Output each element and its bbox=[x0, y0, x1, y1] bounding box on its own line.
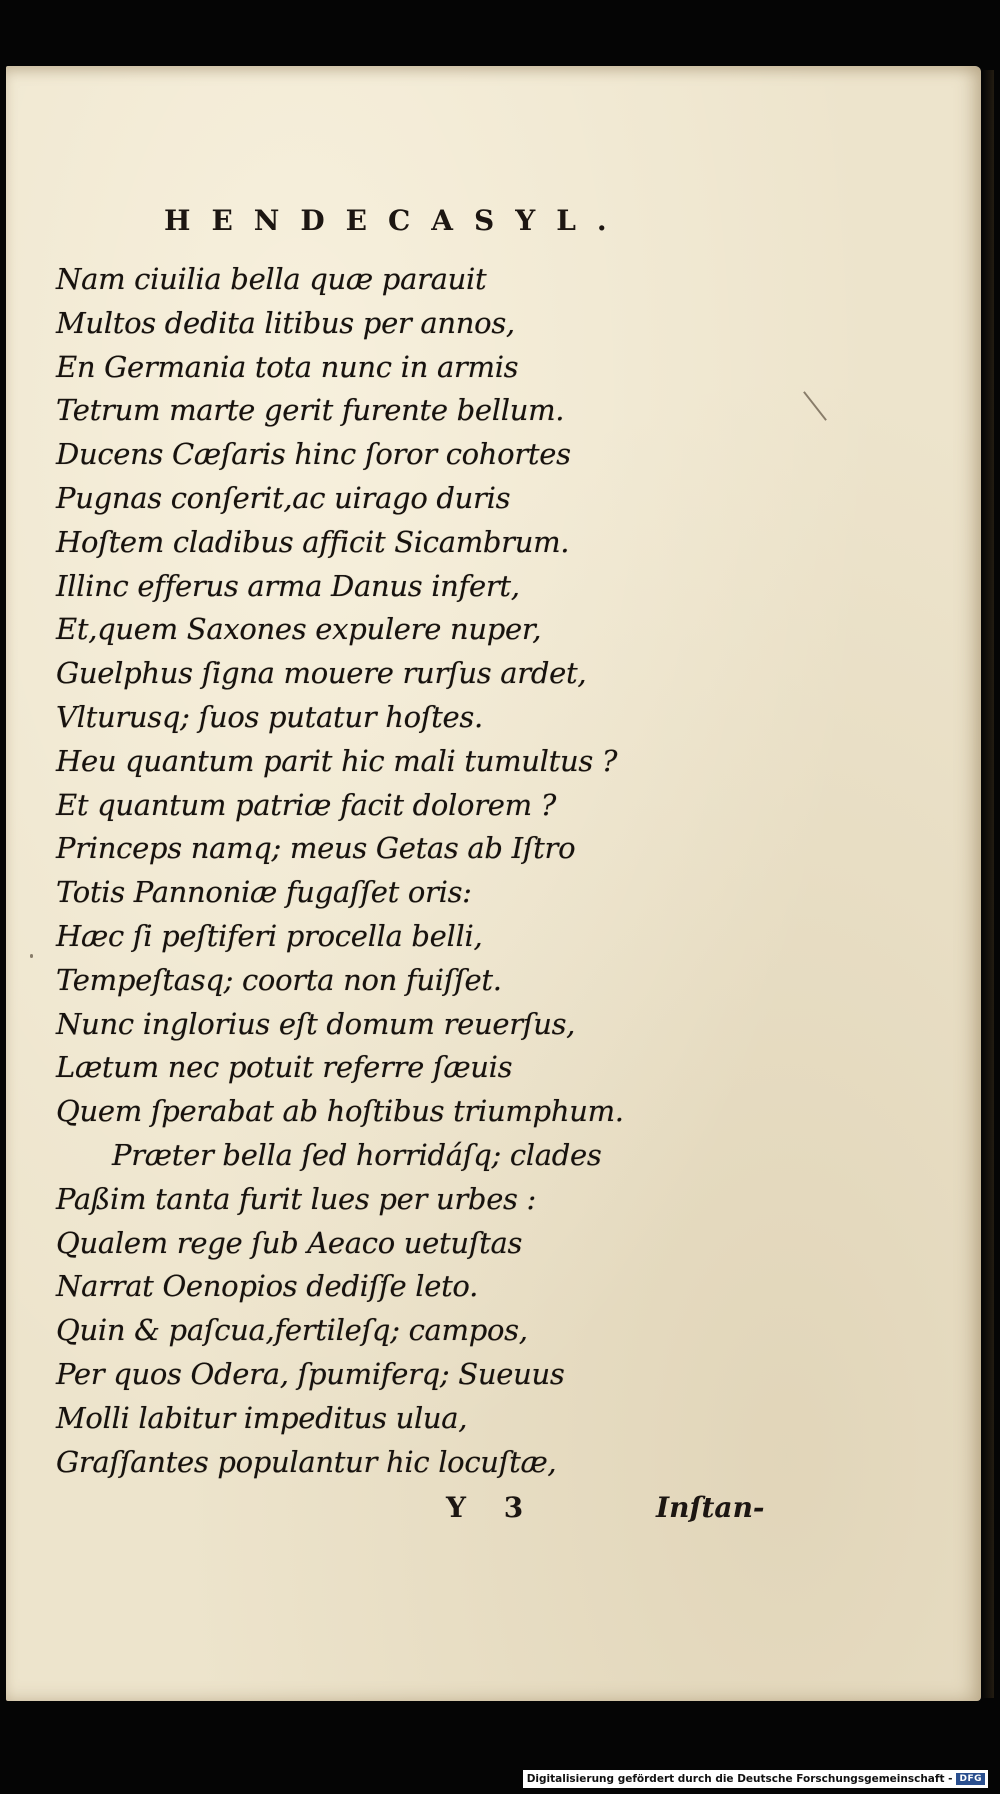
verse-line: Lætum nec potuit referre ſæuis bbox=[56, 1050, 513, 1085]
verse-line: Totis Pannoniæ fugaſſet oris: bbox=[56, 875, 472, 910]
verse-line: Graſſantes populantur hic locuſtæ, bbox=[56, 1444, 557, 1479]
book-page bbox=[6, 66, 981, 1701]
verse-line: Tetrum marte gerit furente bellum. bbox=[56, 393, 565, 428]
verse-line: Ducens Cæſaris hinc ſoror cohortes bbox=[56, 437, 571, 472]
page-edge-shadow bbox=[982, 70, 994, 1698]
verse-line: Præter bella ſed horridáſq; clades bbox=[112, 1137, 602, 1172]
catchword: Inſtan- bbox=[656, 1491, 765, 1524]
page-footer bbox=[6, 1491, 981, 1531]
verse-line: Quin & paſcua,fertileſq; campos, bbox=[56, 1313, 528, 1348]
verse-line: Per quos Odera, ſpumiferq; Sueuus bbox=[56, 1356, 565, 1391]
verse-line: Et,quem Saxones expulere nuper, bbox=[56, 612, 542, 647]
verse-line: Et quantum patriæ facit dolorem ? bbox=[56, 787, 556, 822]
verse-block bbox=[56, 258, 624, 1484]
verse-line: Illinc efferus arma Danus infert, bbox=[56, 568, 520, 603]
verse-line: Nam ciuilia bella quæ parauit bbox=[56, 262, 487, 296]
signature-mark: Y 3 bbox=[446, 1491, 538, 1524]
verse-line: Paßim tanta furit lues per urbes : bbox=[56, 1181, 537, 1216]
verse-line: Narrat Oenopios dediſſe leto. bbox=[56, 1269, 478, 1304]
verse-line: Guelphus ſigna mouere rurſus ardet, bbox=[56, 656, 587, 691]
verse-line: Multos dedita litibus per annos, bbox=[56, 305, 515, 340]
verse-line: Hoſtem cladibus afficit Sicambrum. bbox=[56, 524, 570, 559]
verse-line: Pugnas conſerit,ac uirago duris bbox=[56, 480, 511, 515]
verse-line: Tempeſtasq; coorta non fuiſſet. bbox=[56, 962, 502, 997]
digitization-credit bbox=[523, 1770, 988, 1788]
credit-text: Digitalisierung gefördert durch die Deutsche Forschungsgemeinschaft - bbox=[526, 1773, 953, 1785]
verse-line: En Germania tota nunc in armis bbox=[56, 349, 519, 384]
verse-line: Hæc ſi peſtiferi procella belli, bbox=[56, 918, 483, 953]
ink-stray-dot bbox=[30, 954, 33, 958]
verse-line: Qualem rege ſub Aeaco uetuſtas bbox=[56, 1225, 523, 1260]
verse-line: Vlturusq; ſuos putatur hoſtes. bbox=[56, 699, 483, 734]
verse-line: Molli labitur impeditus ulua, bbox=[56, 1400, 468, 1435]
verse-line: Quem ſperabat ab hoſtibus triumphum. bbox=[56, 1094, 624, 1129]
verse-line: Princeps namq; meus Getas ab Iſtro bbox=[56, 831, 576, 866]
running-head: HENDECASYL. bbox=[164, 204, 628, 237]
verse-line: Nunc inglorius eſt domum reuerſus, bbox=[56, 1006, 576, 1041]
verse-line: Heu quantum parit hic mali tumultus ? bbox=[56, 743, 618, 778]
ink-stray-mark bbox=[803, 391, 827, 421]
dfg-logo-icon: DFG bbox=[956, 1773, 985, 1785]
